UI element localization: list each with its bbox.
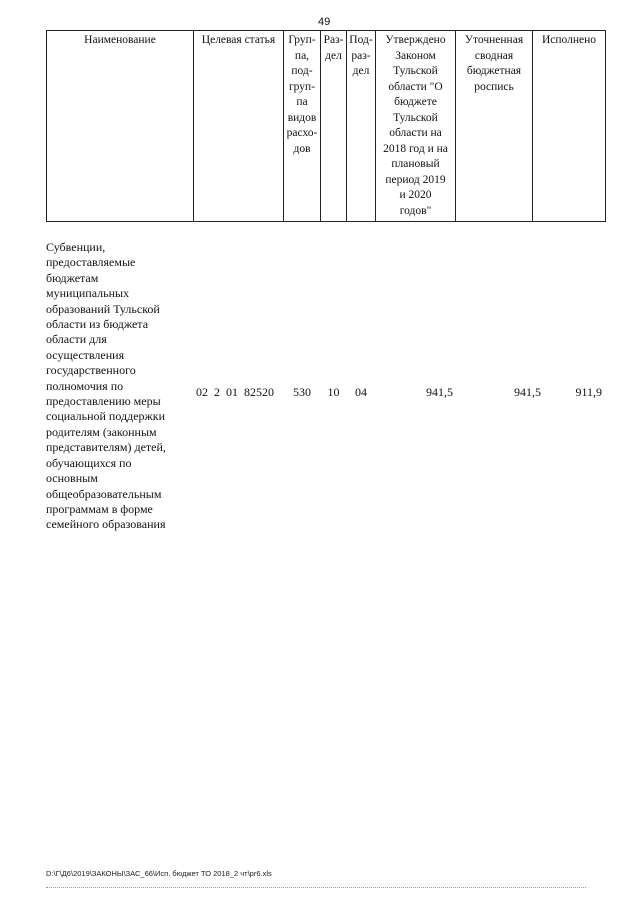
footer-divider (46, 887, 586, 888)
footer-file-path: D:\Г\Д6\2019\ЗАКОНЫ\ЗАС_66\Исп. бюджет ТО 2018_2 чт\pr6.xls (46, 869, 272, 878)
row-name: Субвенции, предоставляемые бюджетам муниципальных образований Тульской области из бюджета области для осуществления государственного полномочия по предоставлению меры социальной поддержки родителям (законным представителям) детей, обучающихся по основным общеобразовательным программам в форме семейного образования (46, 240, 166, 532)
header-table (46, 30, 606, 222)
header-expense-group: Груп- па, под- груп- па видов расхо- дов (284, 31, 321, 222)
header-approved: Утверждено Законом Тульской области "О бюджете Тульской области на 2018 год и на плановый период 2019 и 2020 годов" (376, 31, 456, 222)
header-name: Наименование (47, 31, 194, 222)
header-target-article: Целевая статья (194, 31, 284, 222)
header-subsection: Под- раз- дел (347, 31, 376, 222)
row-clarified: 941,5 (514, 385, 541, 399)
header-executed: Исполнено (533, 31, 606, 222)
header-clarified: Уточненная сводная бюджетная роспись (456, 31, 533, 222)
row-approved: 941,5 (426, 385, 453, 399)
row-subsection: 04 (355, 385, 367, 399)
row-expense-group: 530 (293, 385, 311, 399)
row-target-article: 02 2 01 82520 (196, 385, 274, 399)
page-number: 49 (318, 16, 331, 28)
row-section: 10 (327, 385, 340, 399)
header-section: Раз- дел (321, 31, 347, 222)
row-executed: 911,9 (575, 385, 602, 399)
